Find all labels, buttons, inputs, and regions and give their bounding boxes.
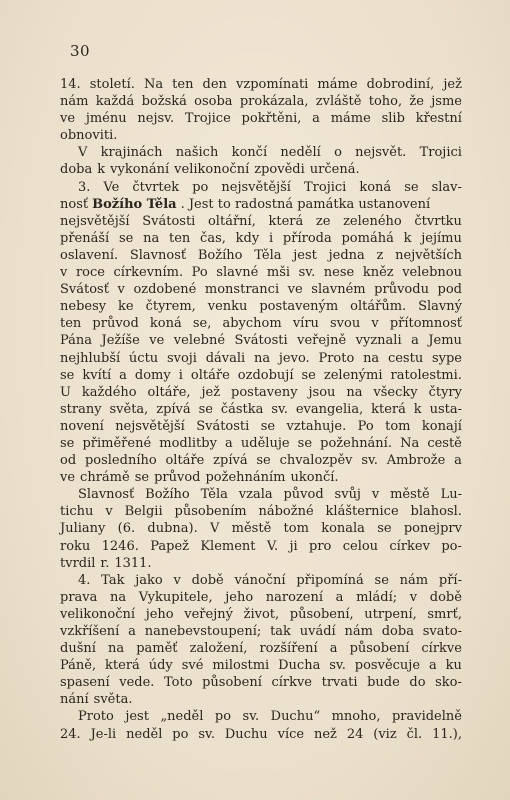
text-line: doba k vykonání velikonoční zpovědi určená. bbox=[60, 162, 360, 178]
text-line: Proto jest „neděl po sv. Duchu“ mnoho, pravidelně bbox=[78, 709, 462, 725]
text-line: nání světa. bbox=[60, 692, 133, 708]
text-line: velikonoční jeho veřejný život, působení, utrpení, smrť, bbox=[60, 606, 462, 622]
text-line-rest: . Jest to radostná památka ustanovení bbox=[180, 196, 431, 212]
text-line: prava na Vykupitele, jeho narození a mládí; v době bbox=[60, 589, 462, 605]
text-line: tichu v Belgii působením nábožné klášternice blahosl. bbox=[60, 504, 462, 520]
text-line: Juliany (6. dubna). V městě tom konala se ponejprv bbox=[60, 521, 462, 537]
text-line: Svátosť v ozdobené monstranci ve slavném průvodu pod bbox=[60, 282, 462, 298]
text-line: ten průvod koná se, abychom víru svou v přítomnosť bbox=[60, 316, 462, 332]
text-line: novení nejsvětější Svátosti se vztahuje. Po tom konají bbox=[60, 418, 462, 434]
text-line: od posledního oltáře zpívá se chvalozpěv sv. Ambrože a bbox=[60, 453, 462, 469]
page-number: 30 bbox=[70, 42, 91, 60]
text-line: přenáší se na ten čas, kdy i příroda pomáhá k jejímu bbox=[60, 230, 462, 246]
text-line: vzkříšení a nanebevstoupení; tak uvádí nám doba svato- bbox=[60, 624, 462, 639]
text-line: spasení vede. Toto působení církve trvati bude do sko- bbox=[60, 675, 462, 691]
text-line: 3. Ve čtvrtek po nejsvětější Trojici koná se slav- bbox=[78, 179, 462, 195]
text-line: Slavnosť Božího Těla vzala původ svůj v městě Lu- bbox=[78, 487, 462, 503]
text-line: Pána Ježíše ve velebné Svátosti veřejně vyznali a Jemu bbox=[60, 333, 462, 349]
text-line bbox=[60, 196, 462, 213]
feast-name-bold: Božího Těla bbox=[92, 196, 177, 212]
text-line: strany světa, zpívá se částka sv. evangelia, která k usta- bbox=[60, 401, 462, 417]
text-line: tvrdil r. 1311. bbox=[60, 555, 152, 571]
text-line: obnoviti. bbox=[60, 128, 118, 144]
text-line: 4. Tak jako v době vánoční připomíná se nám pří- bbox=[78, 572, 462, 588]
body-text bbox=[60, 76, 462, 743]
text-line: nejsvětější Svátosti oltářní, která ze zeleného čtvrtku bbox=[60, 213, 462, 229]
text-line: oslavení. Slavnosť Božího Těla jest jedna z největších bbox=[60, 247, 462, 263]
text-line-lead: nosť bbox=[60, 196, 89, 212]
text-line: ve chrámě se průvod požehnáním ukončí. bbox=[60, 470, 339, 486]
text-line: roku 1246. Papež Klement V. ji pro celou církev po- bbox=[60, 538, 462, 554]
text-line: V krajinách našich končí nedělí o nejsvět. Trojici bbox=[78, 145, 462, 161]
text-line: se přiměřené modlitby a uděluje se požehnání. Na cestě bbox=[60, 435, 462, 451]
text-line: U každého oltáře, jež postaveny jsou na všecky čtyry bbox=[60, 384, 462, 400]
text-line: nejhlubší úctu svoji dávali na jevo. Proto na cestu sype bbox=[60, 350, 462, 366]
text-line: v roce církevním. Po slavné mši sv. nese kněz velebnou bbox=[60, 265, 462, 281]
text-line: Páně, která údy své milostmi Ducha sv. posvěcuje a ku bbox=[60, 658, 462, 674]
text-line: 14. století. Na ten den vzpomínati máme dobrodiní, jež bbox=[60, 77, 462, 92]
text-line: nebesy ke čtyrem, venku postaveným oltářům. Slavný bbox=[60, 299, 462, 315]
text-line: ve jménu nejsv. Trojice pokřtěni, a máme slib křestní bbox=[60, 111, 462, 127]
text-line: nám každá božská osoba prokázala, zvláště toho, že jsme bbox=[60, 94, 462, 110]
text-line: se kvítí a domy i oltáře ozdobují se zelenými ratolestmi. bbox=[60, 367, 462, 383]
text-line: dušní na paměť založení, rozšíření a působení církve bbox=[60, 641, 462, 657]
text-line: 24. Je-li neděl po sv. Duchu více než 24 (viz čl. 11.), bbox=[60, 726, 462, 742]
